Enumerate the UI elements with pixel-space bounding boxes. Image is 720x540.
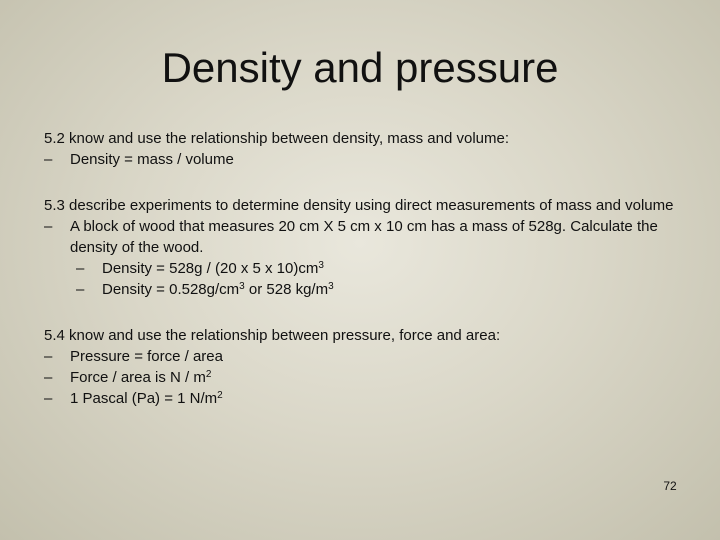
slide-title: Density and pressure (161, 44, 559, 91)
bullet-dash: – (44, 390, 53, 407)
bullet-dash: – (44, 218, 53, 235)
superscript: 3 (328, 281, 334, 292)
formula-text: 1 Pascal (Pa) = 1 N/m (70, 390, 218, 407)
section-5-4 (44, 325, 684, 409)
bullet-dash: – (44, 348, 53, 365)
section-5-2 (44, 128, 684, 170)
superscript: 3 (318, 260, 324, 271)
sub-bullet-item (44, 279, 684, 300)
bullet-dash: – (76, 281, 85, 298)
bullet-item (44, 367, 684, 388)
bullet-item (44, 388, 684, 409)
slide-body (44, 128, 684, 409)
formula-text: or 528 kg/m (244, 281, 329, 298)
bullet-dash: – (44, 151, 53, 168)
formula-text: Density = 0.528g/cm (102, 281, 240, 298)
bullet-item (44, 346, 684, 367)
bullet-item (44, 216, 684, 258)
bullet-text: Pressure = force / area (70, 348, 223, 365)
bullet-dash: – (76, 260, 85, 277)
formula-text: Density = 528g / (20 x 5 x 10)cm (102, 260, 319, 277)
section-5-3 (44, 195, 684, 300)
sub-bullet-item (44, 258, 684, 279)
bullet-item (44, 149, 684, 170)
superscript: 2 (217, 390, 223, 401)
section-heading: 5.4 know and use the relationship between pressure, force and area: (44, 327, 501, 344)
bullet-text: A block of wood that measures 20 cm X 5 cm x 10 cm has a mass of 528g. Calculate the density of the wood. (70, 218, 658, 256)
superscript: 2 (205, 369, 212, 380)
page-number: 72 (663, 479, 677, 493)
superscript: 3 (239, 281, 245, 292)
section-heading: 5.3 describe experiments to determine density using direct measurements of mass and volume (44, 197, 674, 214)
formula-text: Force / area is N / m (70, 369, 206, 386)
section-heading: 5.2 know and use the relationship between density, mass and volume: (44, 130, 509, 147)
bullet-text: Density = mass / volume (70, 151, 234, 168)
bullet-dash: – (44, 369, 53, 386)
